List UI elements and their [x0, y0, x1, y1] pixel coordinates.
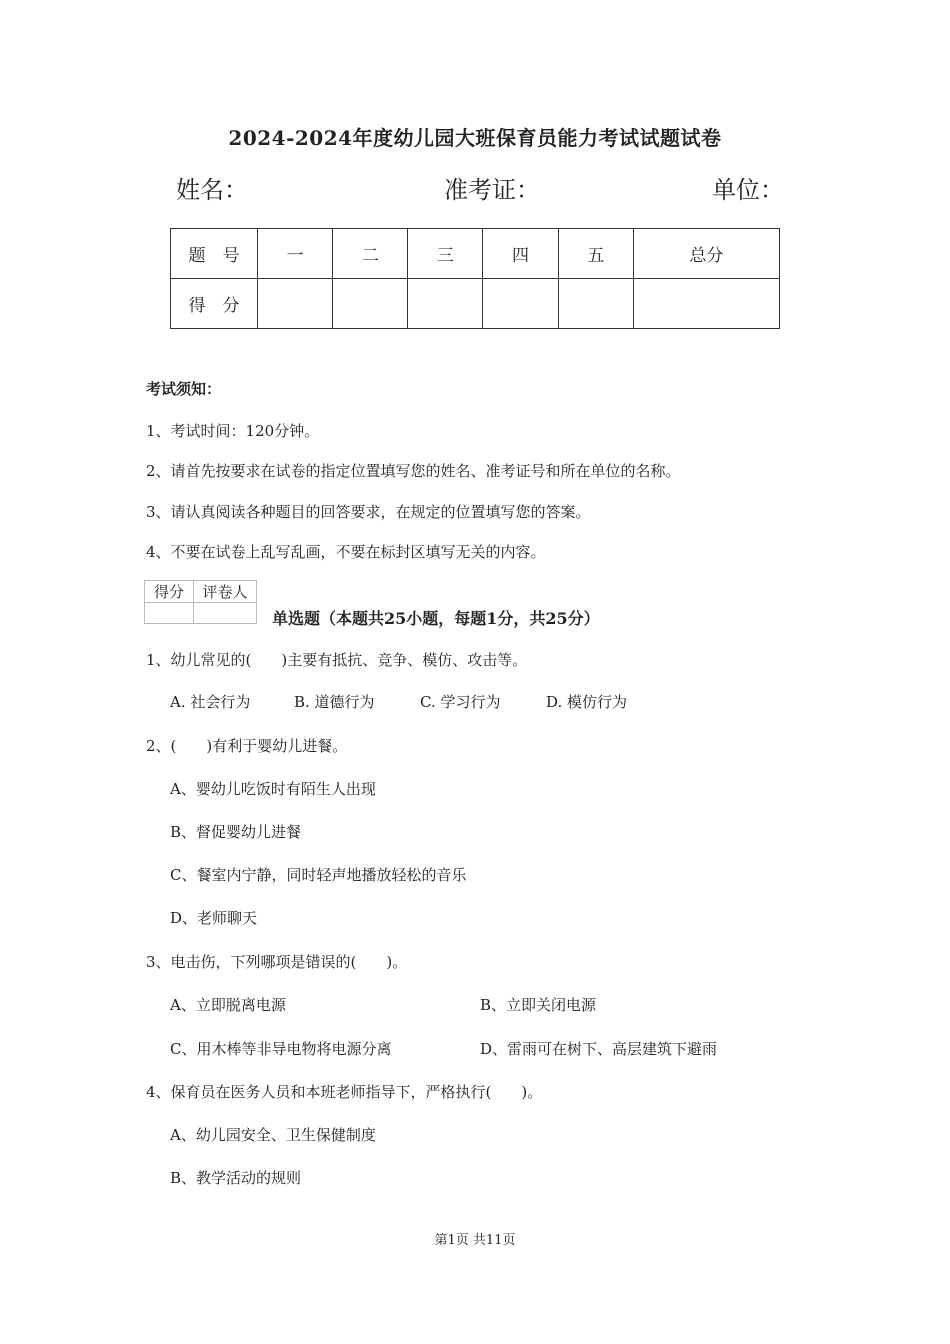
page-title: 2024-2024年度幼儿园大班保育员能力考试试题试卷	[228, 126, 722, 150]
question-option: D、雷雨可在树下、高层建筑下避雨	[480, 1040, 718, 1058]
score-table-score-row	[171, 279, 780, 329]
score-table-cell: 四	[483, 229, 558, 279]
grader-box	[144, 580, 257, 624]
score-table	[170, 228, 780, 329]
question-option: C、餐室内宁静，同时轻声地播放轻松的音乐	[170, 866, 467, 884]
score-table-cell: 三	[408, 229, 483, 279]
question-option: A. 社会行为	[170, 693, 251, 711]
note-item: 3、请认真阅读各种题目的回答要求，在规定的位置填写您的答案。	[146, 503, 591, 521]
page-footer: 第1页 共11页	[434, 1233, 516, 1248]
score-entry-cell[interactable]	[558, 279, 633, 329]
question-option: B、教学活动的规则	[170, 1169, 302, 1187]
score-entry-cell[interactable]	[483, 279, 558, 329]
question-stem: 3、电击伤，下列哪项是错误的( )。	[146, 953, 408, 971]
exam-id-label: 准考证：	[444, 176, 540, 204]
score-entry-cell[interactable]	[258, 279, 333, 329]
grader-name-cell[interactable]	[194, 603, 257, 624]
question-option: B. 道德行为	[294, 693, 375, 711]
score-table-cell: 题 号	[171, 229, 258, 279]
note-item: 4、不要在试卷上乱写乱画，不要在标封区填写无关的内容。	[146, 543, 546, 561]
question-option: C、用木棒等非导电物将电源分离	[170, 1040, 392, 1058]
score-entry-cell[interactable]	[333, 279, 408, 329]
note-item: 1、考试时间：120分钟。	[146, 422, 320, 440]
score-row-label: 得 分	[171, 279, 258, 329]
question-stem: 1、幼儿常见的( )主要有抵抗、竞争、模仿、攻击等。	[146, 651, 528, 669]
question-stem: 4、保育员在医务人员和本班老师指导下，严格执行( )。	[146, 1083, 543, 1101]
question-option: D. 模仿行为	[546, 693, 628, 711]
question-option: B、立即关闭电源	[480, 996, 597, 1014]
question-option: B、督促婴幼儿进餐	[170, 823, 302, 841]
notes-heading: 考试须知：	[146, 380, 222, 398]
question-option: A、婴幼儿吃饭时有陌生人出现	[170, 780, 376, 798]
name-label: 姓名：	[176, 176, 248, 204]
score-entry-cell[interactable]	[408, 279, 483, 329]
grader-score-cell[interactable]	[145, 603, 194, 624]
score-entry-cell[interactable]	[633, 279, 779, 329]
question-option: C. 学习行为	[420, 693, 501, 711]
question-option: A、幼儿园安全、卫生保健制度	[170, 1126, 376, 1144]
score-table-cell: 二	[333, 229, 408, 279]
question-stem: 2、( )有利于婴幼儿进餐。	[146, 737, 348, 755]
score-table-cell: 五	[558, 229, 633, 279]
note-item: 2、请首先按要求在试卷的指定位置填写您的姓名、准考证号和所在单位的名称。	[146, 462, 681, 480]
score-table-header-row	[171, 229, 780, 279]
question-option: A、立即脱离电源	[170, 996, 286, 1014]
score-table-cell: 总分	[633, 229, 779, 279]
score-table-cell: 一	[258, 229, 333, 279]
unit-label: 单位：	[712, 176, 784, 204]
grader-name-label: 评卷人	[194, 581, 257, 603]
section-title: 单选题（本题共25小题，每题1分，共25分）	[272, 609, 600, 628]
grader-score-label: 得分	[145, 581, 194, 603]
question-option: D、老师聊天	[170, 909, 258, 927]
